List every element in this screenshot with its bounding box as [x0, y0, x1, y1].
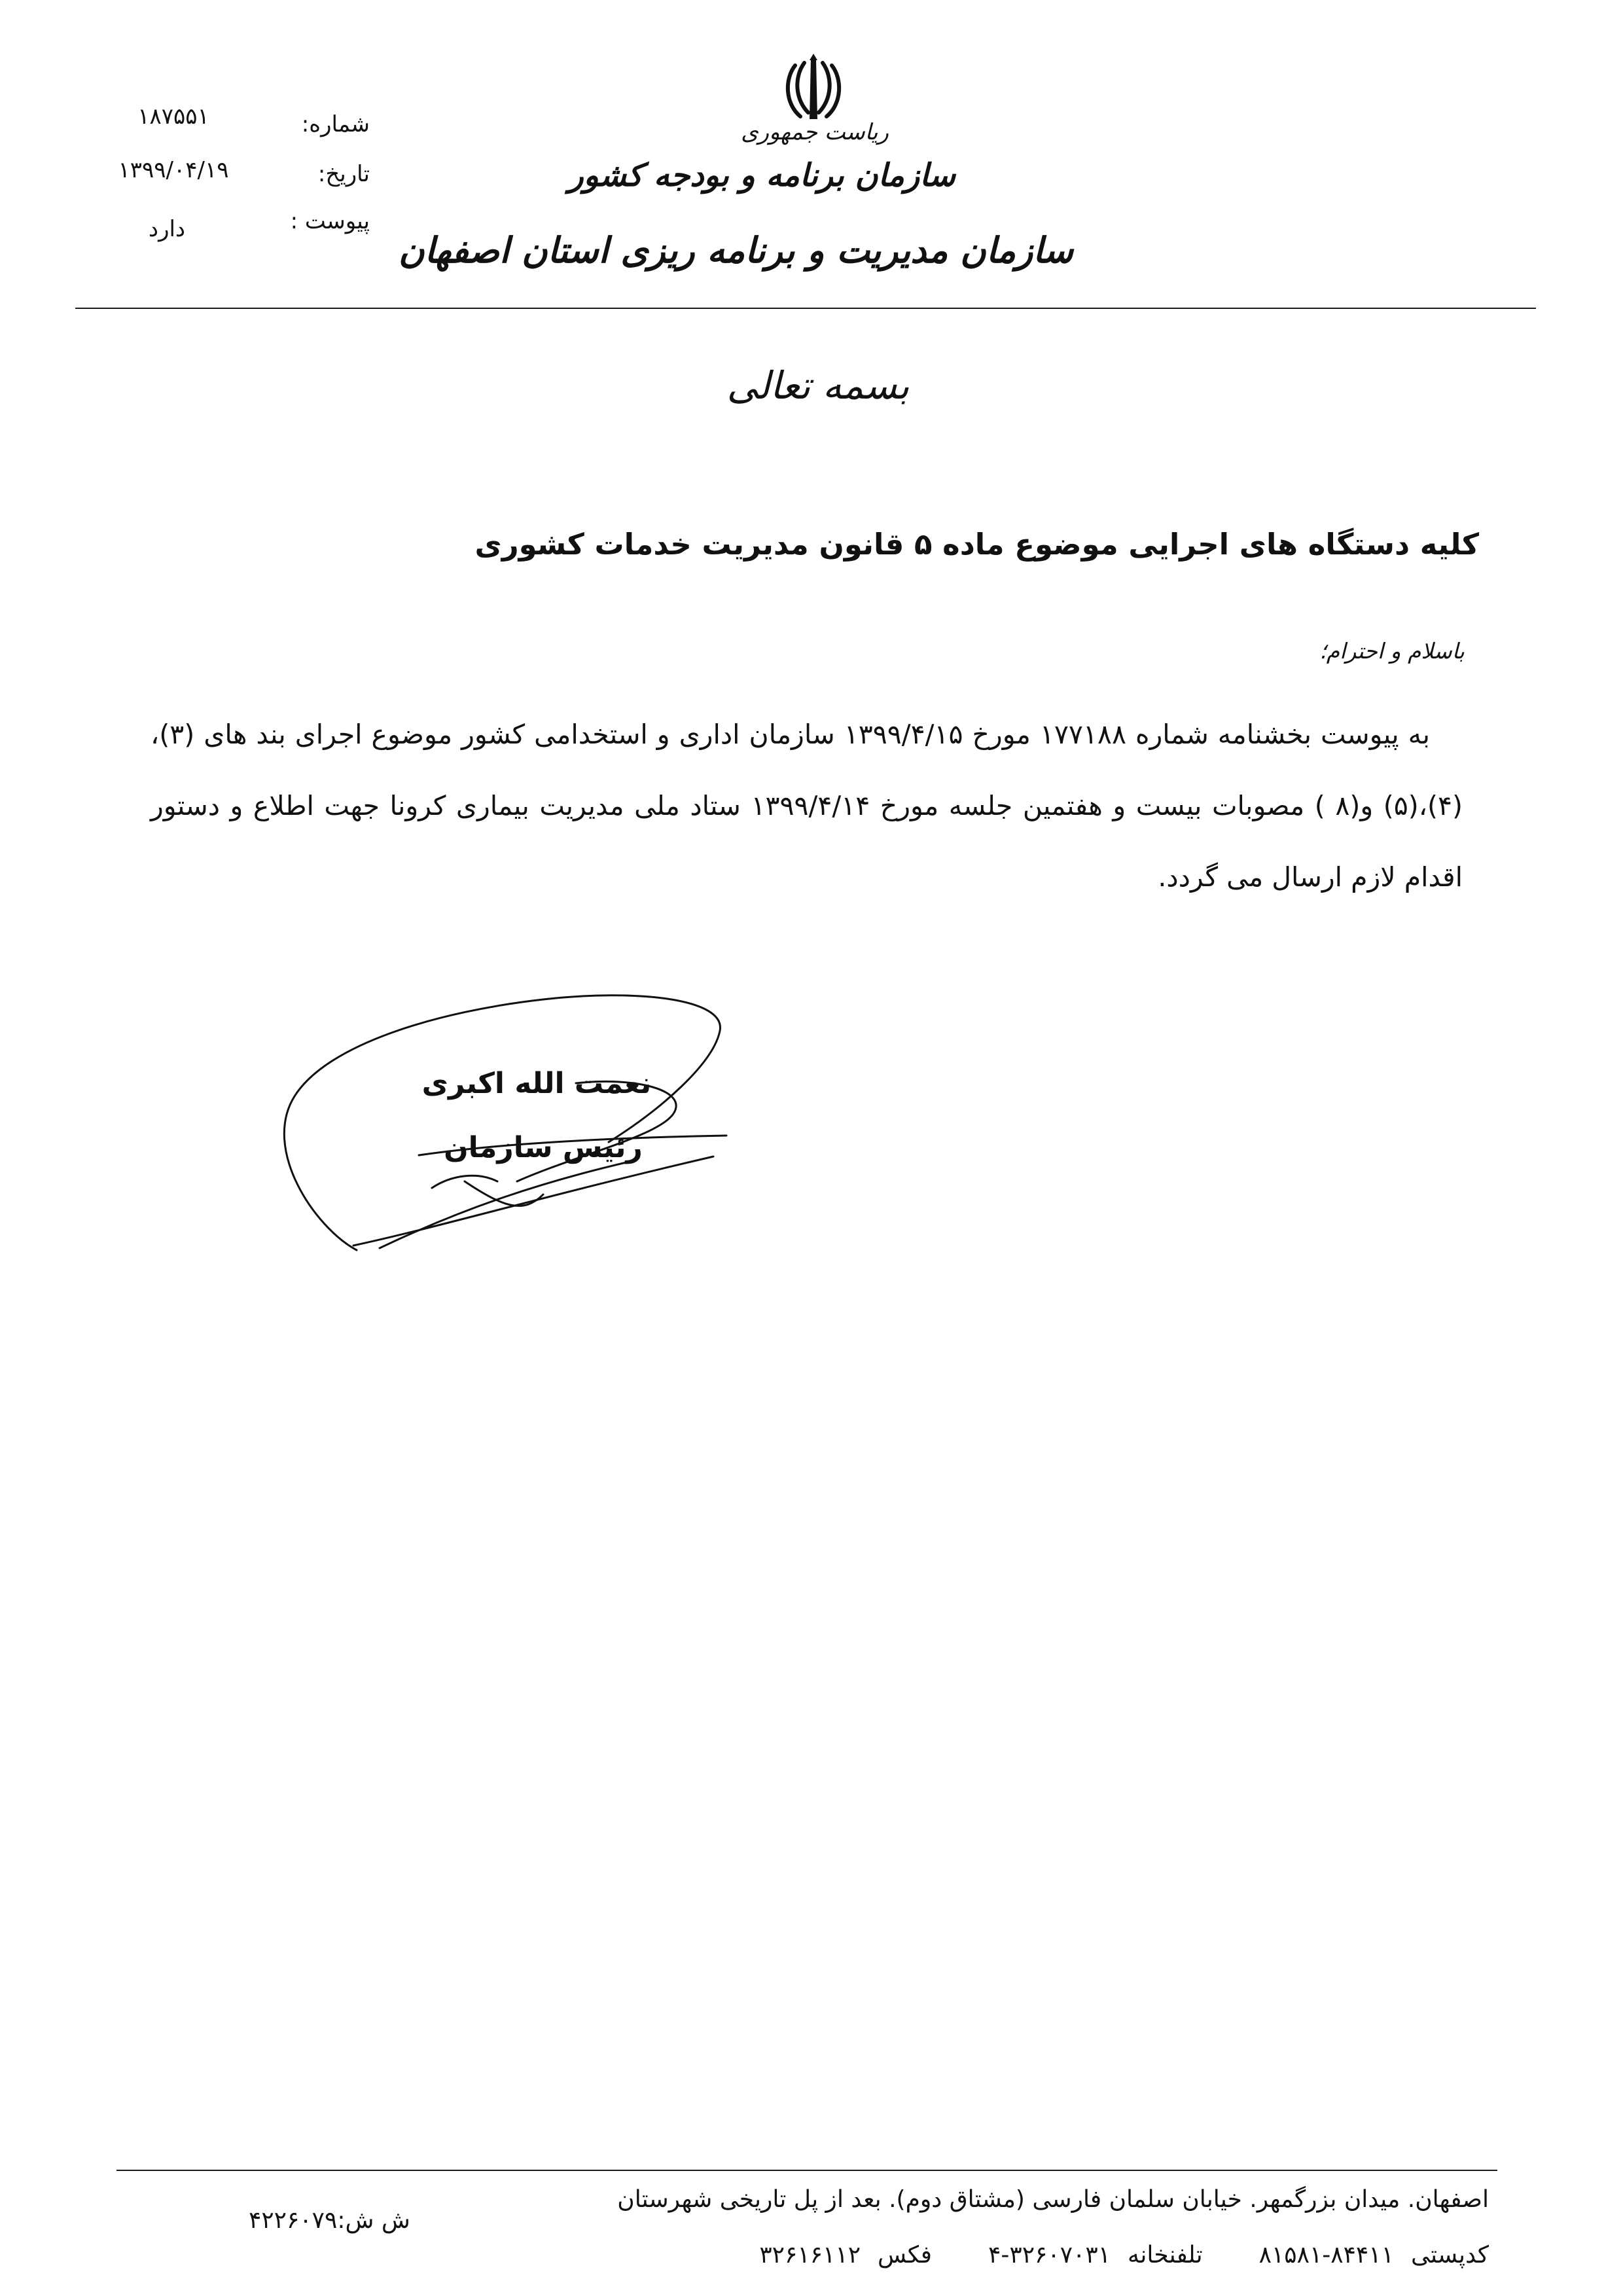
postal-code-label: کدپستی	[1410, 2242, 1489, 2269]
postal-code-value: ۸۱۵۸۱-۸۴۴۱۱	[1258, 2242, 1394, 2269]
iran-emblem-icon	[782, 54, 845, 124]
org-presidency: ریاست جمهوری	[741, 119, 889, 145]
greeting-line: باسلام و احترام؛	[1319, 638, 1465, 664]
letter-body-paragraph: به پیوست بخشنامه شماره ۱۷۷۱۸۸ مورخ ۱۳۹۹/۴/۱۵ سازمان اداری و استخدامی کشور موضوع اجرای بند های (۳)، (۴)،(۵) و(۸ ) مصوبات بیست و هفتمین جلسه مورخ ۱۳۹۹/۴/۱۴ ستاد ملی مدیریت بیماری کرونا جهت اطلاع و دستور اقدام لازم ارسال می گردد.	[151, 719, 1463, 893]
footer-contact-row	[759, 2242, 1489, 2269]
org-budget-planning: سازمان برنامه و بودجه کشور	[568, 157, 955, 194]
signer-title: رئیس سازمان	[444, 1131, 643, 1164]
header-divider	[75, 308, 1536, 309]
signer-name: نعمت الله اکبری	[421, 1067, 652, 1100]
attachment-label: پیوست :	[290, 208, 370, 234]
org-isfahan-management: سازمان مدیریت و برنامه ریزی استان اصفهان	[398, 229, 1073, 271]
fax-value: ۳۲۶۱۶۱۱۲	[759, 2242, 861, 2269]
letter-date-value: ۱۳۹۹/۰۴/۱۹	[118, 157, 229, 183]
phone-label: تلفنخانه	[1128, 2242, 1203, 2269]
letter-number-label: شماره:	[301, 111, 370, 137]
letter-number-value: ۱۸۷۵۵۱	[137, 103, 209, 130]
phone-value: ۴-۳۲۶۰۷۰۳۱	[988, 2242, 1111, 2269]
attachment-value: دارد	[148, 216, 186, 242]
handwritten-signature	[268, 985, 740, 1260]
fax-label: فکس	[878, 2242, 933, 2269]
footer-divider	[116, 2170, 1497, 2171]
footer-address: اصفهان. میدان بزرگمهر. خیابان سلمان فارسی (مشتاق دوم). بعد از پل تاریخی شهرستان	[617, 2186, 1489, 2213]
recipient-line: کلیه دستگاه های اجرایی موضوع ماده ۵ قانون مدیریت خدمات کشوری	[474, 527, 1479, 562]
letter-date-label: تاریخ:	[317, 161, 370, 187]
bismillah-heading: بسمه تعالی	[726, 363, 910, 408]
footer-serial: ش ش:۴۲۲۶۰۷۹	[249, 2207, 410, 2234]
